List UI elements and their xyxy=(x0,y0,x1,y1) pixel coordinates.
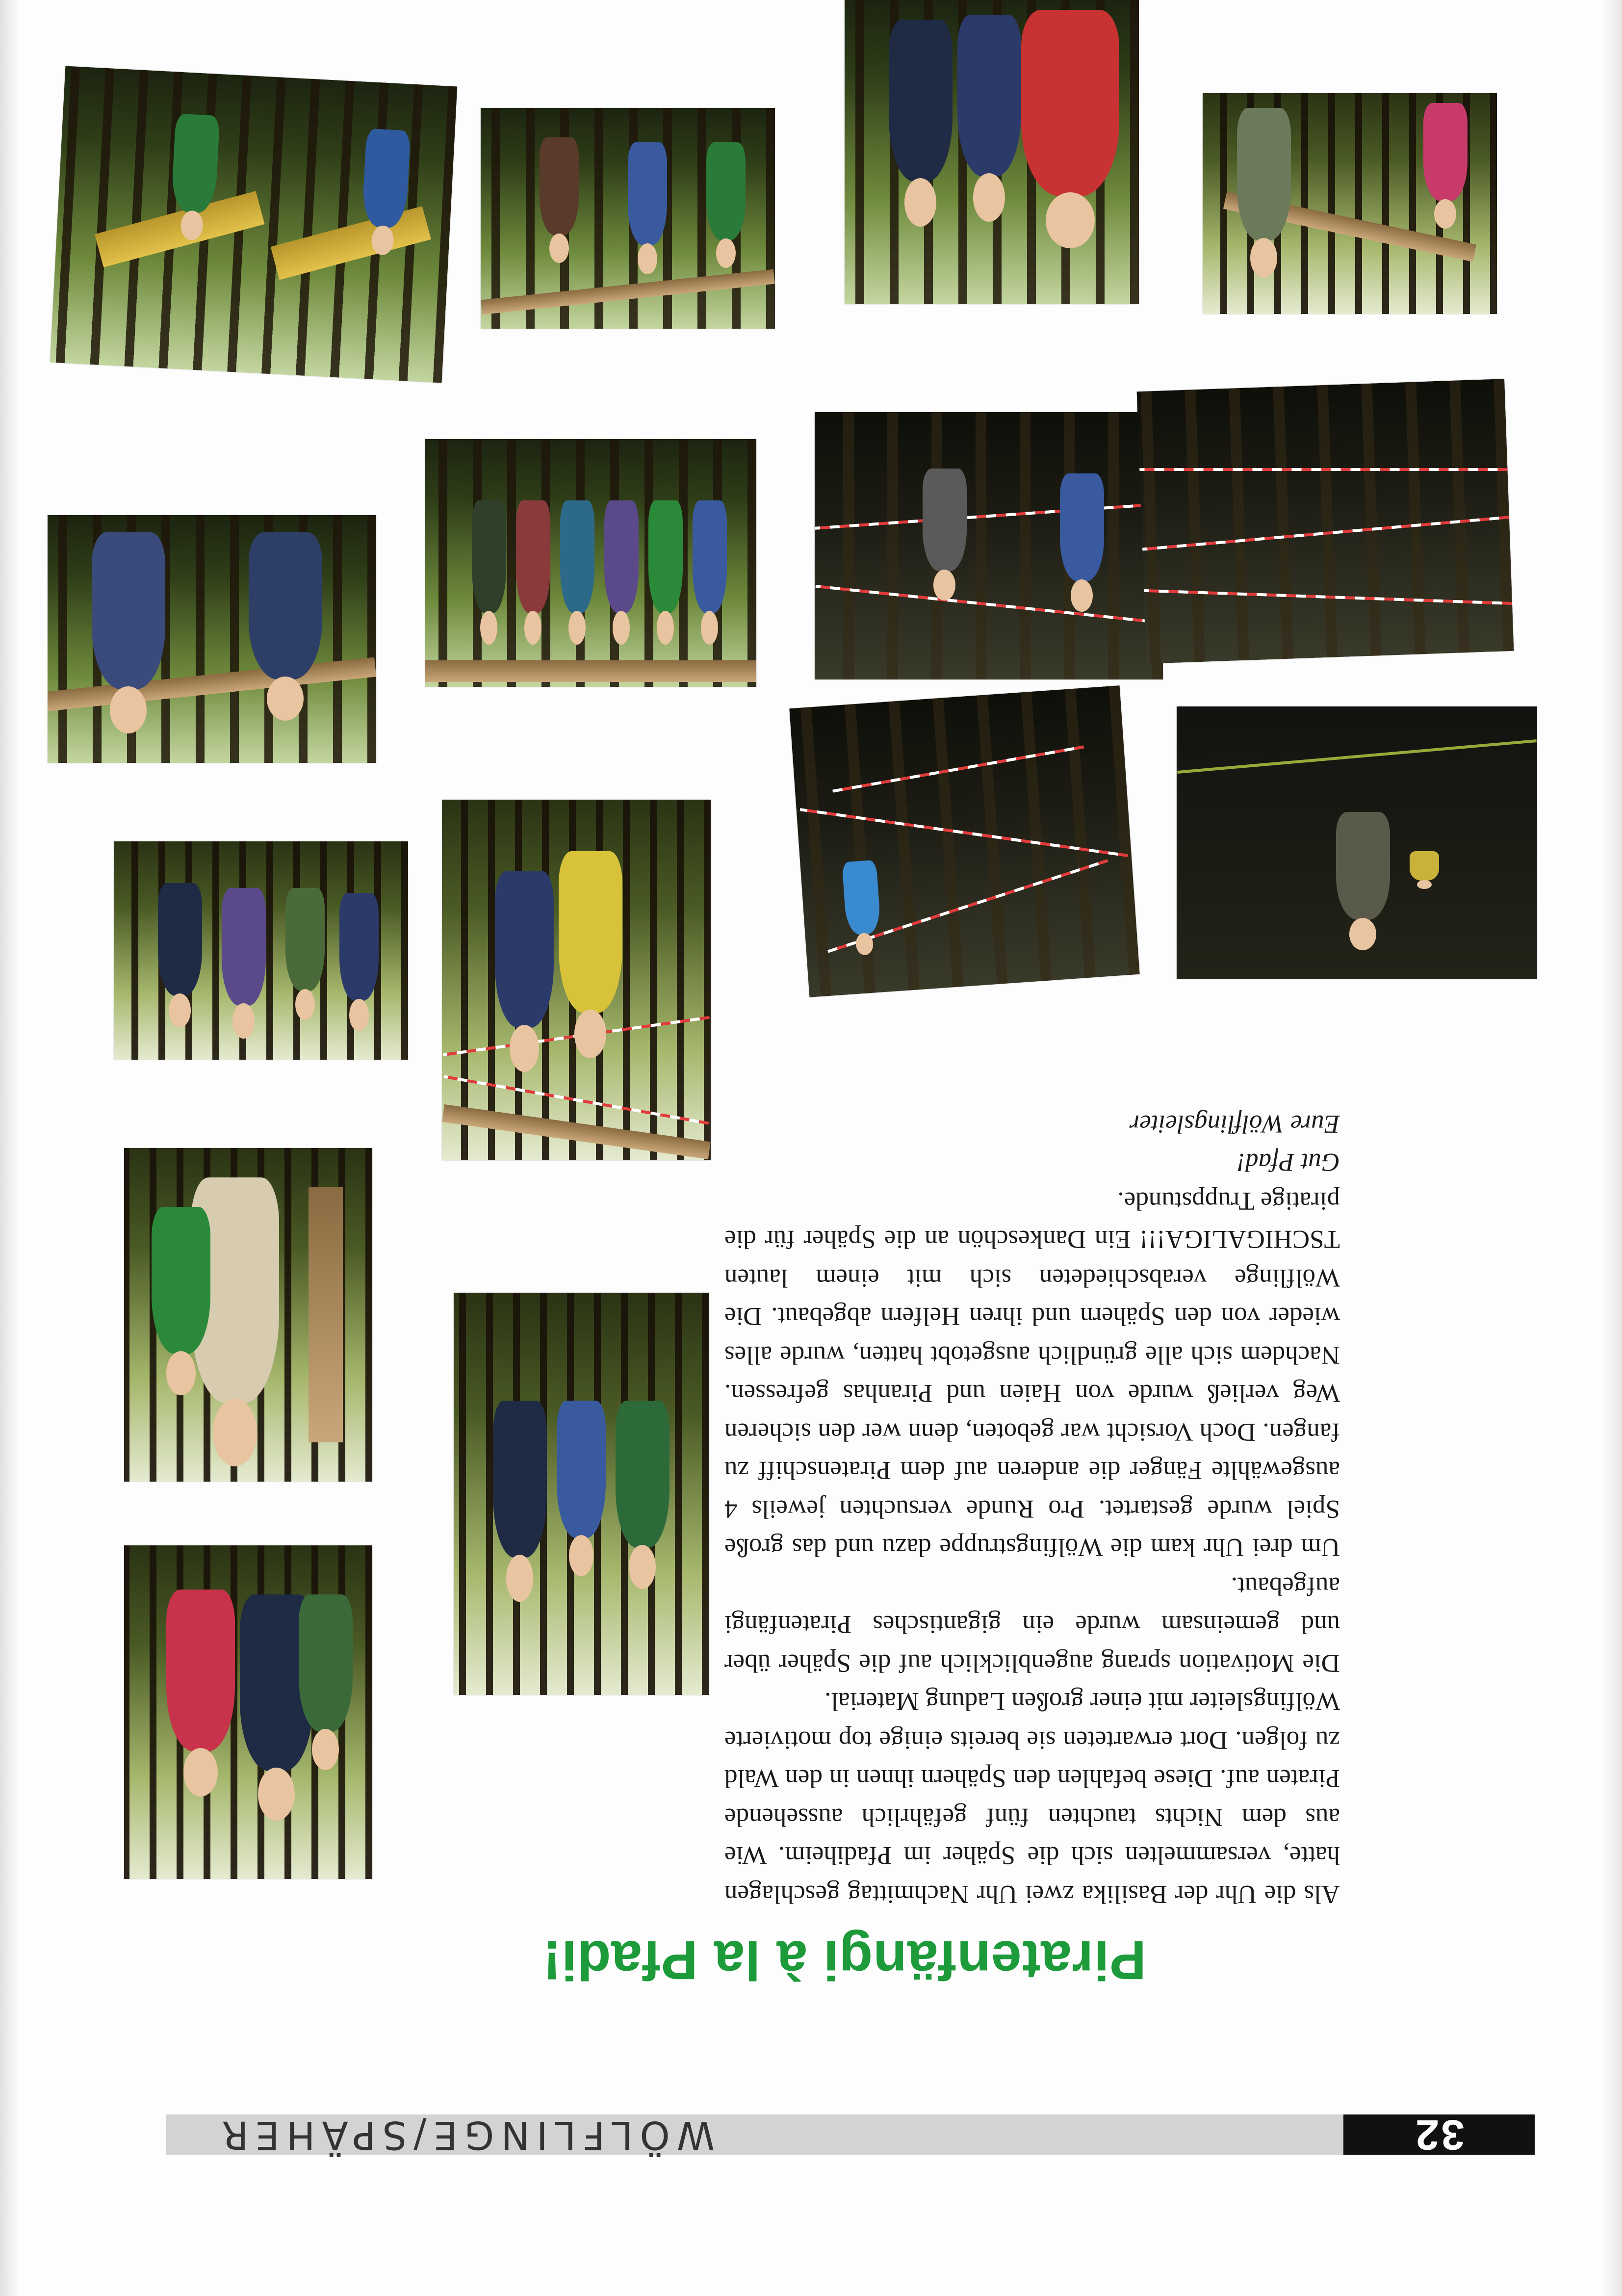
photo-forest-net xyxy=(815,412,1163,679)
photo-ropes-twilight xyxy=(1137,379,1514,664)
paragraph-game: Um drei Uhr kam die Wölfingstruppe dazu und das große Spiel wurde gestartet. Pro Runde versuchten jeweils 4 ausgewählte Fänger die anderen auf dem Piratenschiff zu fangen. Doch Vorsicht war geboten, denn wer den sicheren Weg verließ wurde von Haien und Piranhas gefressen. Nachdem sich alle gründlich ausgetobt hatten, wurde alles wieder von den Spähern und ihren Helfern abgebaut. Die Wölflinge verabschiedeten sich mit einem lauten TSCHIGALIGA!!! Ein Dankeschön an die Späher für die piratige Truppstunde. xyxy=(724,1187,1340,1562)
section-label: WÖLFLINGE/SPÄHER xyxy=(215,2113,715,2157)
page-edge-left xyxy=(1602,0,1622,2296)
photo-leader-in-costume xyxy=(124,1148,372,1482)
page-number: 32 xyxy=(1343,2114,1535,2155)
article-body xyxy=(724,1105,1340,1914)
signoff-author: Eure Wölflingsleiter xyxy=(1129,1110,1340,1138)
article-title: Piratenfängi à la Pfadi! xyxy=(542,1930,1146,1991)
paragraph-intro: Als die Uhr der Basilika zwei Uhr Nachmittag geschlagen hatte, versammelten sich die Späher im Pfadiheim. Wie aus dem Nichts tauchten fünf gefährlich aussehende Piraten auf. Diese befahlen den Spähern ihnen in den Wald zu folgen. Dort erwarteten sie bereits einige top motivierte Wölfingsleiter mit einer großen Ladung Material. xyxy=(724,1687,1340,1908)
photo-rope-web-dusk xyxy=(789,685,1140,997)
photo-children-close-up xyxy=(845,0,1139,304)
photo-group-line-up xyxy=(425,439,756,687)
photo-forest-gathering xyxy=(481,108,775,329)
photo-yellow-beams xyxy=(50,66,458,383)
photo-night-game xyxy=(1177,706,1537,979)
photo-rope-construction xyxy=(442,800,711,1160)
photo-group-in-forest xyxy=(454,1293,709,1695)
photo-kids-under-log xyxy=(48,515,376,763)
page-edge-right xyxy=(0,0,20,2296)
photo-leader-at-beam xyxy=(1203,93,1497,314)
photo-children-with-ropes xyxy=(124,1545,372,1879)
signoff-greeting: Gut Pfad! xyxy=(1236,1148,1340,1177)
photo-kids-walking xyxy=(114,841,408,1060)
paragraph-motivation: Die Motivation sprang augenblicklich auf die Späher über und gemeinsam wurde ein gigantisches Piratenfängi aufgebaut. xyxy=(724,1572,1340,1677)
